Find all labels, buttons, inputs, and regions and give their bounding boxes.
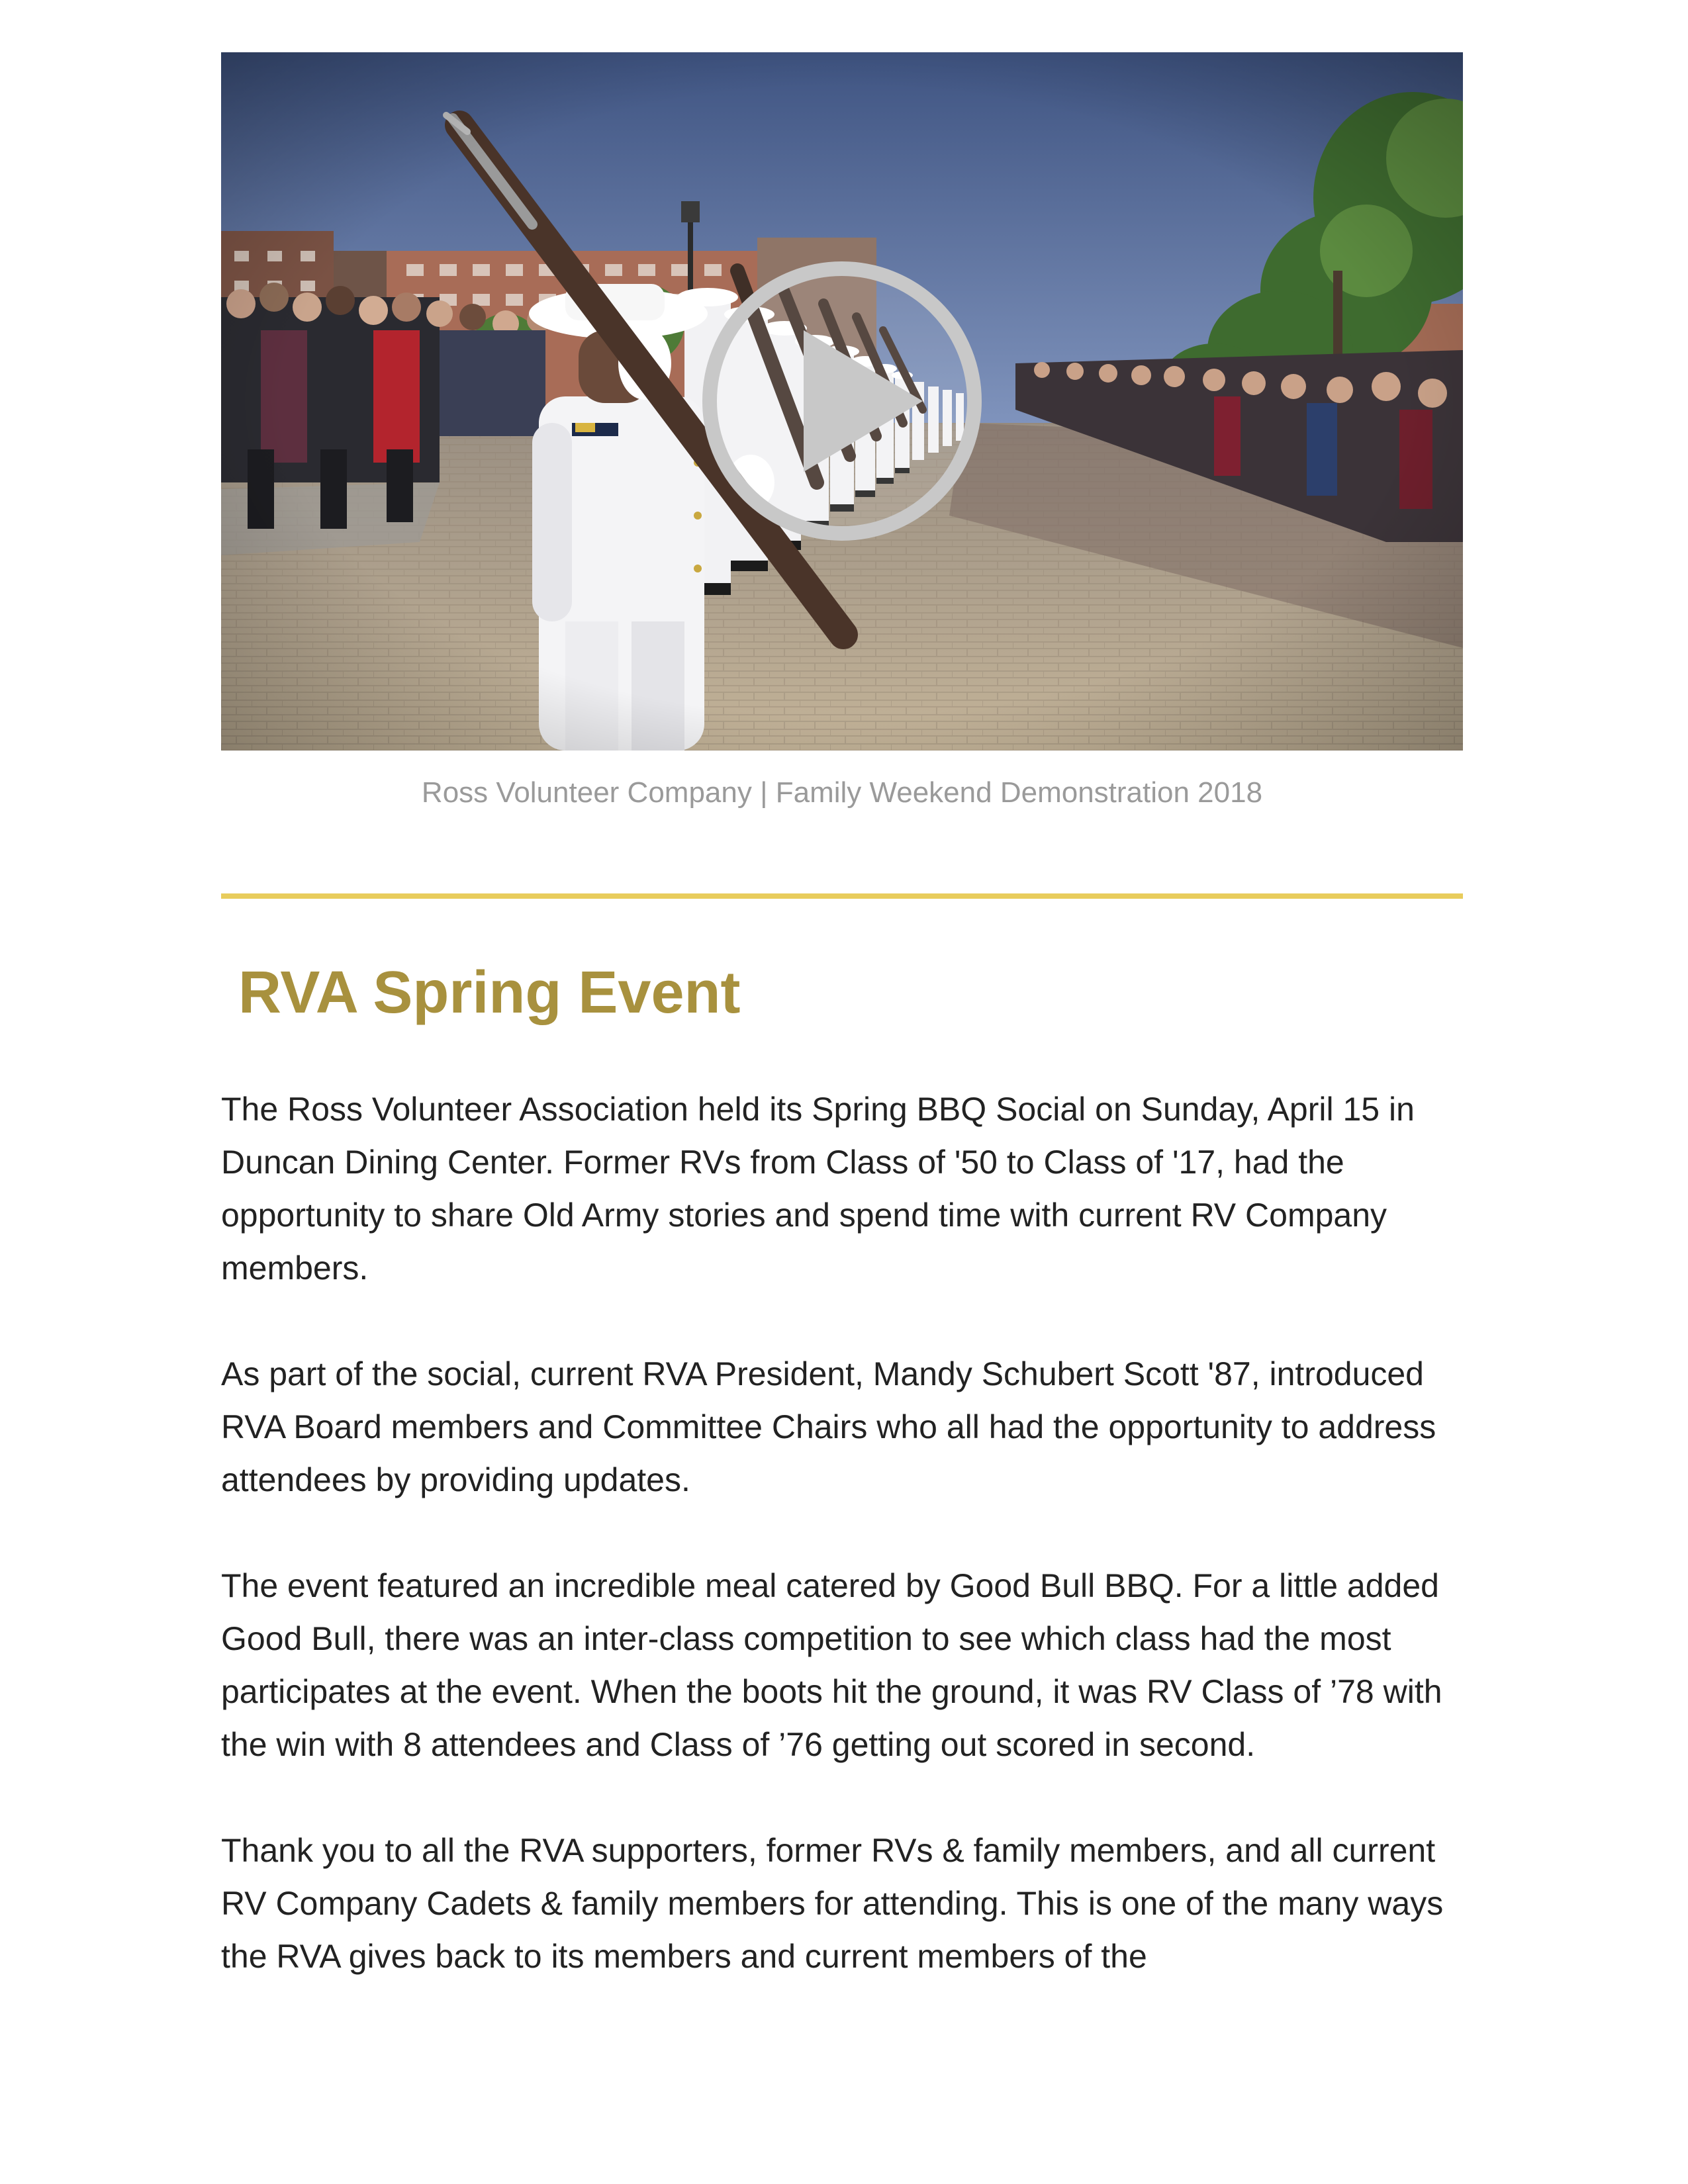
paragraph: As part of the social, current RVA President, Mandy Schubert Scott '87, introduced RVA Board members and Committee Chairs who all had the opportunity to address attendees by providing updates.	[221, 1355, 1436, 1498]
paragraph: The Ross Volunteer Association held its Spring BBQ Social on Sunday, April 15 in Duncan Dining Center. Former RVs from Class of '50 to Class of '17, had the opportunity to share Old Army stories and spend time with current RV Company members.	[221, 1091, 1415, 1287]
paragraph: Thank you to all the RVA supporters, former RVs & family members, and all current RV Company Cadets & family members for attending. This is one of the many ways the RVA gives back to its members and current members of the	[221, 1832, 1444, 1975]
section-divider	[221, 893, 1463, 899]
video-thumbnail[interactable]	[221, 52, 1463, 751]
paragraph: The event featured an incredible meal catered by Good Bull BBQ. For a little added Good Bull, there was an inter-class competition to see which class had the most participates at the event. When the boots hit the ground, it was RV Class of ’78 with the win with 8 attendees and Class of ’76 getting out scored in second.	[221, 1567, 1442, 1763]
article-body	[221, 1083, 1463, 2036]
section-title: RVA Spring Event	[238, 960, 741, 1026]
video-caption: Ross Volunteer Company | Family Weekend Demonstration 2018	[421, 776, 1263, 809]
play-icon[interactable]	[710, 269, 974, 533]
parade-photo	[221, 52, 1463, 751]
